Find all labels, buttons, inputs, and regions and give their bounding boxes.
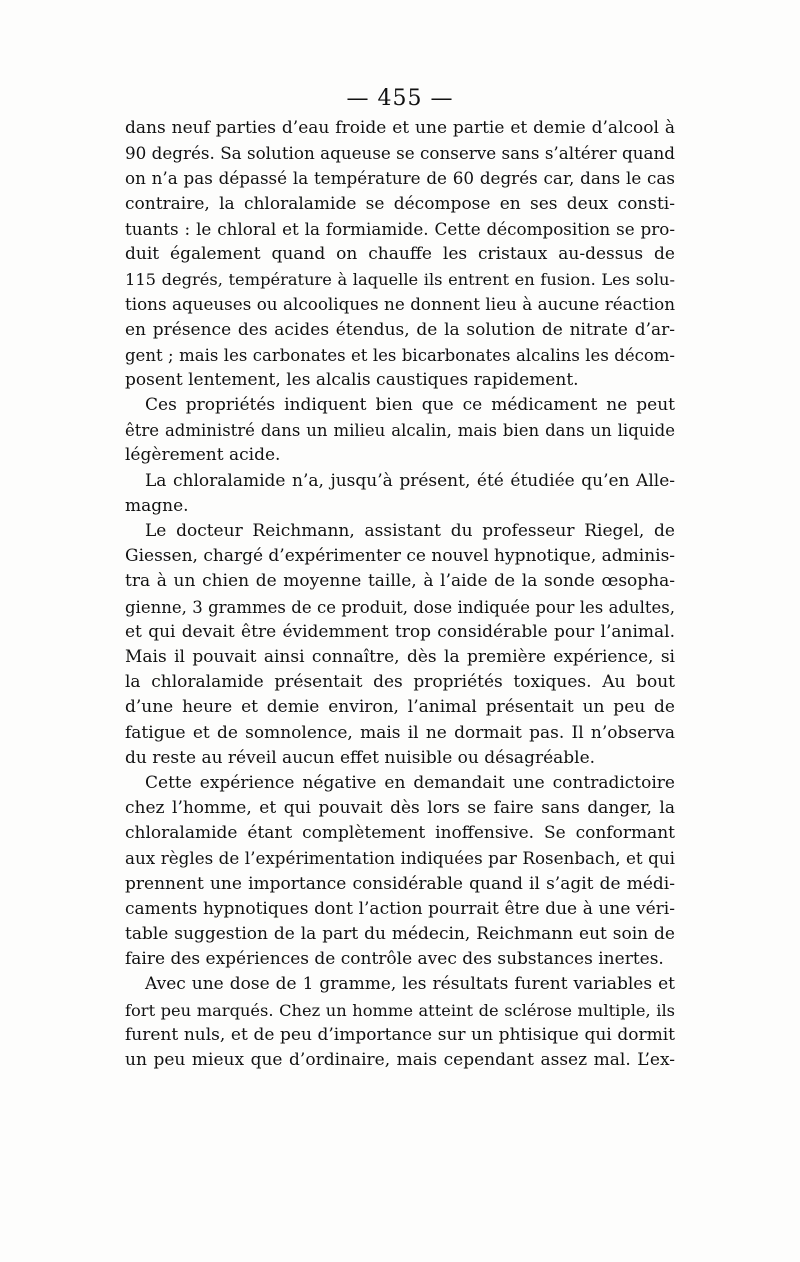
- text-line: aux règles de l’expérimentation indiquées par Rosenbach, et qui: [125, 848, 675, 869]
- text-line: 90 degrés. Sa solution aqueuse se conserve sans s’altérer quand: [125, 143, 675, 164]
- text-line: dans neuf parties d’eau froide et une partie et demie d’alcool à: [125, 118, 675, 138]
- text-line: chloralamide étant complètement inoffensive. Se conformant: [125, 823, 675, 844]
- text-line: contraire, la chloralamide se décompose en ses deux consti-: [125, 193, 675, 214]
- text-line: fatigue et de somnolence, mais il ne dormait pas. Il n’observa: [125, 722, 675, 743]
- text-line: 115 degrés, température à laquelle ils entrent en fusion. Les solu-: [125, 270, 675, 290]
- text-line: Avec une dose de 1 gramme, les résultats furent variables et: [145, 974, 675, 995]
- text-line: La chloralamide n’a, jusqu’à présent, été étudiée qu’en Alle-: [145, 470, 675, 491]
- text-line: gienne, 3 grammes de ce produit, dose indiquée pour les adultes,: [125, 597, 675, 617]
- text-line: faire des expériences de contrôle avec des substances inertes.: [125, 949, 664, 970]
- text-line: légèrement acide.: [125, 445, 281, 466]
- text-line: un peu mieux que d’ordinaire, mais cependant assez mal. L’ex-: [125, 1049, 675, 1070]
- text-line: table suggestion de la part du médecin, Reichmann eut soin de: [125, 924, 675, 944]
- text-line: tions aqueuses ou alcooliques ne donnent lieu à aucune réaction: [125, 294, 675, 315]
- text-line: posent lentement, les alcalis caustiques rapidement.: [125, 369, 579, 390]
- text-line: tra à un chien de moyenne taille, à l’aide de la sonde œsopha-: [125, 571, 675, 592]
- text-line: fort peu marqués. Chez un homme atteint de sclérose multiple, ils: [125, 1000, 675, 1020]
- text-line: magne.: [125, 495, 189, 516]
- text-line: furent nuls, et de peu d’importance sur un phtisique qui dormit: [125, 1024, 675, 1045]
- text-line: duit également quand on chauffe les cristaux au-dessus de: [125, 243, 675, 264]
- text-line: prennent une importance considérable quand il s’agit de médi-: [125, 873, 675, 894]
- text-line: tuants : le chloral et la formiamide. Cette décomposition se pro-: [125, 218, 675, 239]
- text-line: Ces propriétés indiquent bien que ce médicament ne peut: [145, 395, 675, 416]
- text-line: du reste au réveil aucun effet nuisible ou désagréable.: [125, 747, 596, 768]
- text-line: en présence des acides étendus, de la solution de nitrate d’ar-: [125, 319, 675, 340]
- text-line: Le docteur Reichmann, assistant du professeur Riegel, de: [145, 521, 675, 541]
- text-line: caments hypnotiques dont l’action pourrait être due à une véri-: [125, 898, 675, 919]
- text-line: la chloralamide présentait des propriétés toxiques. Au bout: [125, 672, 675, 693]
- text-line: Cette expérience négative en demandait une contradictoire: [145, 772, 675, 793]
- body-text: [125, 116, 675, 1073]
- text-line: chez l’homme, et qui pouvait dès lors se faire sans danger, la: [125, 798, 675, 819]
- text-line: et qui devait être évidemment trop considérable pour l’animal.: [125, 621, 675, 642]
- text-line: Mais il pouvait ainsi connaître, dès la première expérience, si: [125, 646, 675, 667]
- text-line: d’une heure et demie environ, l’animal présentait un peu de: [125, 697, 675, 718]
- text-line: Giessen, chargé d’expérimenter ce nouvel hypnotique, adminis-: [125, 546, 675, 567]
- text-line: gent ; mais les carbonates et les bicarbonates alcalins les décom-: [125, 345, 675, 365]
- text-line: être administré dans un milieu alcalin, mais bien dans un liquide: [125, 421, 675, 441]
- text-line: on n’a pas dépassé la température de 60 degrés car, dans le cas: [125, 168, 675, 189]
- page-number: — 455 —: [346, 86, 454, 111]
